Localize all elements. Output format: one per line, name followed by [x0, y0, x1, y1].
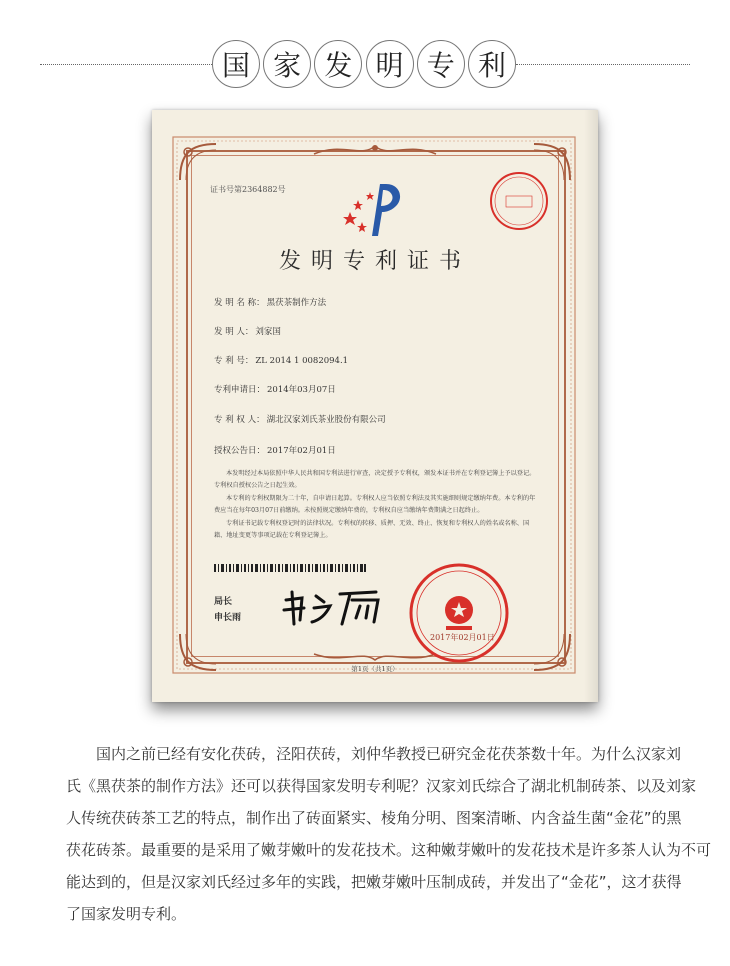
page-number: 第1页（共1页）: [351, 665, 399, 673]
certificate-number: 证书号第2364882号: [210, 185, 286, 194]
approval-stamp-icon: [488, 170, 550, 232]
ornament-corner-icon: [176, 140, 224, 188]
section-title: [212, 36, 516, 92]
barcode-icon: [214, 564, 366, 572]
description-line: 茯花砖茶。最重要的是采用了嫩芽嫩叶的发花技术。这种嫩芽嫩叶的发花技术是许多茶人认为不可: [66, 841, 712, 859]
title-char: 家: [263, 40, 311, 88]
field-value: ZL 2014 1 0082094.1: [255, 356, 349, 366]
field-inventor: [214, 325, 281, 337]
field-invention-name: [214, 296, 326, 308]
field-application-date: [214, 383, 336, 395]
field-value: 黑茯茶制作方法: [266, 298, 327, 308]
field-value: 湖北汉家刘氏茶业股份有限公司: [266, 415, 386, 425]
title-char: 国: [212, 40, 260, 88]
field-patent-number: [214, 354, 348, 366]
official-seal-icon: [408, 562, 510, 664]
title-char: 专: [417, 40, 465, 88]
description-line: 人传统茯砖茶工艺的特点，制作出了砖面紧实、棱角分明、图案清晰、内含益生菌“金花”的黑: [66, 809, 682, 827]
description-line: 能达到的，但是汉家刘氏经过多年的实践，把嫩芽嫩叶压制成砖，并发出了“金花”，这才获得: [66, 873, 682, 891]
description-line: 了国家发明专利。: [66, 905, 187, 923]
certificate-title: 发明专利证书: [278, 249, 471, 274]
field-value: 2017年02月01日: [267, 446, 336, 456]
field-value: 2014年03月07日: [267, 385, 336, 395]
director-title: 局长: [214, 597, 233, 607]
header-divider-left: [40, 64, 212, 65]
title-char: 明: [366, 40, 414, 88]
seal-date: 2017年02月01日: [430, 633, 495, 642]
field-label: 专 利 号：: [214, 356, 254, 366]
header-divider-right: [516, 64, 690, 65]
field-patentee: [214, 413, 386, 425]
director-name: 申长雨: [214, 613, 242, 623]
field-label: 专 利 权 人：: [214, 415, 265, 425]
field-label: 专利申请日：: [214, 385, 266, 395]
field-label: 发 明 人：: [214, 327, 254, 337]
body-paragraph: 本专利的专利权期限为二十年，自申请日起算。专利权人应当依照专利法及其实施细则规定缴纳年费。本专利的年费应当在每年03月07日前缴纳。未按照规定缴纳年费的，专利权自应当缴纳年费期满之日起终止。: [214, 495, 536, 514]
certificate-body-text: [214, 468, 540, 543]
body-paragraph: 本发明经过本局依照中华人民共和国专利法进行审查，决定授予专利权，颁发本证书并在专利登记簿上予以登记。专利权自授权公告之日起生效。: [214, 470, 536, 489]
title-char: 发: [314, 40, 362, 88]
body-paragraph: 专利证书记载专利权登记时的法律状况。专利权的转移、质押、无效、终止、恢复和专利权人的姓名或名称、国籍、地址变更等事项记载在专利登记簿上。: [214, 520, 530, 539]
title-char: 利: [468, 40, 516, 88]
director-signature-icon: [280, 586, 390, 628]
field-label: 授权公告日：: [214, 446, 266, 456]
section-header: [0, 0, 730, 110]
field-label: 发 明 名 称：: [214, 298, 265, 308]
ornament-top-icon: [312, 140, 438, 160]
field-grant-date: [214, 444, 336, 456]
description-line: 国内之前已经有安化茯砖，泾阳茯砖，刘仲华教授已研究金花茯茶数十年。为什么汉家刘: [96, 745, 682, 763]
patent-office-logo-icon: [340, 178, 412, 242]
description-line: 氏《黑茯茶的制作方法》还可以获得国家发明专利呢？汉家刘氏综合了湖北机制砖茶、以及刘家: [66, 777, 697, 795]
description-text: [66, 738, 712, 930]
patent-certificate-image: [152, 110, 598, 702]
field-value: 刘家国: [255, 327, 281, 337]
